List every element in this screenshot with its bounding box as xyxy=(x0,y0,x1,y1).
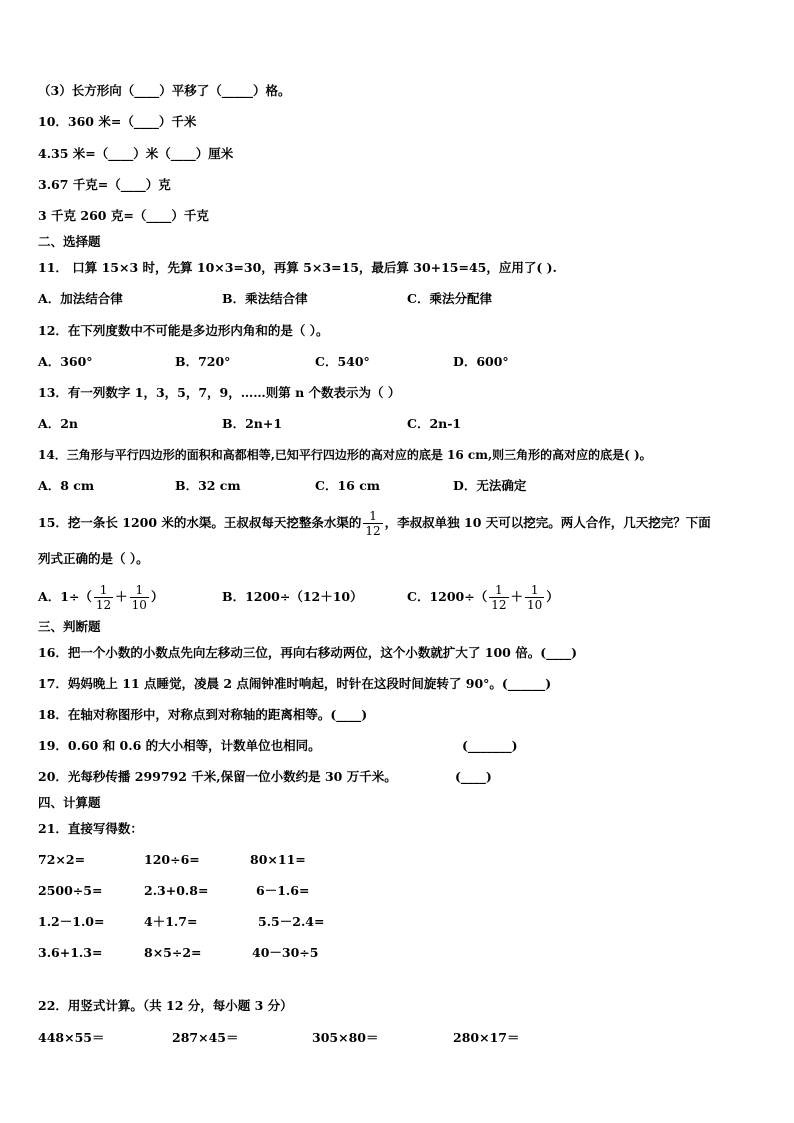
question-13-option-c: C．2n-1 xyxy=(407,416,462,431)
question-13: 13．有一列数字 1，3，5，7，9，……则第 n 个数表示为（ ） xyxy=(38,385,401,400)
calc-item: 6－1.6= xyxy=(256,883,310,898)
question-15-text-start: 15．挖一条长 1200 米的水渠。王叔叔每天挖整条水渠的 xyxy=(38,515,362,530)
calc-item: 72×2= xyxy=(38,852,86,867)
calc-item: 8×5÷2= xyxy=(144,945,202,960)
vertical-calc-item: 280×17＝ xyxy=(453,1030,520,1045)
question-15-option-b: B．1200÷（12＋10） xyxy=(222,589,363,604)
calc-item: 5.5－2.4= xyxy=(258,914,325,929)
question-11-option-c: C．乘法分配律 xyxy=(407,291,492,306)
line-shape-shift: （3）长方形向（____）平移了（_____）格。 xyxy=(38,83,291,98)
question-17: 17．妈妈晚上 11 点睡觉，凌晨 2 点闹钟准时响起，时针在这段时间旋转了 90°。(______) xyxy=(38,676,552,691)
fraction-denominator: 10 xyxy=(131,598,147,612)
option-c-prefix: C．1200÷（ xyxy=(407,589,488,604)
question-13-option-b: B．2n+1 xyxy=(222,416,283,431)
question-10: 10．360 米=（____）千米 xyxy=(38,114,197,129)
fraction-numerator: 1 xyxy=(130,583,149,598)
question-12-option-a: A．360° xyxy=(38,354,93,369)
question-20-blank: (____) xyxy=(455,769,492,784)
vertical-calc-item: 287×45＝ xyxy=(172,1030,239,1045)
question-14: 14．三角形与平行四边形的面积和高都相等,已知平行四边形的高对应的底是 16 cm,则三角形的高对应的底是( )。 xyxy=(38,448,652,462)
question-12-option-c: C．540° xyxy=(315,354,370,369)
section-calc-title: 四、计算题 xyxy=(38,795,101,810)
question-19: 19．0.60 和 0.6 的大小相等，计数单位也相同。 xyxy=(38,738,321,753)
plus-sign: ＋ xyxy=(510,589,524,604)
fraction-denominator: 12 xyxy=(491,598,507,612)
fraction-denominator: 12 xyxy=(95,598,112,612)
calc-item: 40－30÷5 xyxy=(252,945,319,960)
calc-item: 2.3+0.8= xyxy=(144,883,209,898)
question-15-text-end: ，李叔叔单独 10 天可以挖完。两人合作，几天挖完？下面 xyxy=(384,515,711,530)
question-16: 16．把一个小数的小数点先向左移动三位，再向右移动两位，这个小数就扩大了 100 倍。(____) xyxy=(38,645,578,660)
fraction-one-twelfth xyxy=(363,509,382,538)
question-19-blank: (_______) xyxy=(462,738,518,753)
question-10-part3: 3.67 千克=（____）克 xyxy=(38,177,171,192)
question-20: 20．光每秒传播 299792 千米,保留一位小数约是 30 万千米。 xyxy=(38,769,397,784)
fraction-numerator: 1 xyxy=(94,583,113,598)
question-10-part2: 4.35 米=（____）米（____）厘米 xyxy=(38,146,234,161)
question-14-option-c: C．16 cm xyxy=(315,478,381,493)
calc-item: 4＋1.7= xyxy=(144,914,198,929)
question-12-option-d: D．600° xyxy=(453,354,509,369)
calc-item: 120÷6= xyxy=(144,852,200,867)
question-18: 18．在轴对称图形中，对称点到对称轴的距离相等。(____) xyxy=(38,707,368,722)
question-15-option-a xyxy=(38,582,163,612)
question-14-option-a: A．8 cm xyxy=(38,478,95,493)
question-11: 11． 口算 15×3 时，先算 10×3=30，再算 5×3=15，最后算 30+15=45，应用了( ). xyxy=(38,260,557,275)
vertical-calc-item: 448×55＝ xyxy=(38,1030,105,1045)
plus-sign: ＋ xyxy=(115,589,128,604)
option-a-prefix: A．1÷（ xyxy=(38,589,92,604)
calc-item: 1.2－1.0= xyxy=(38,914,105,929)
fraction-numerator: 1 xyxy=(489,583,508,598)
calc-item: 80×11= xyxy=(250,852,306,867)
option-a-suffix: ） xyxy=(150,589,164,604)
fraction-denominator: 12 xyxy=(365,524,381,538)
question-21: 21．直接写得数： xyxy=(38,821,143,836)
fraction-one-twelfth xyxy=(94,583,113,612)
question-15 xyxy=(38,506,711,540)
question-10-part4: 3 千克 260 克=（____）千克 xyxy=(38,208,209,223)
option-c-suffix: ） xyxy=(546,589,559,604)
question-12-option-b: B．720° xyxy=(175,354,231,369)
vertical-calc-item: 305×80＝ xyxy=(312,1030,379,1045)
fraction-numerator: 1 xyxy=(525,583,544,598)
question-14-option-b: B．32 cm xyxy=(175,478,241,493)
question-15-line2: 列式正确的是（ ）。 xyxy=(38,551,149,566)
question-22: 22．用竖式计算。（共 12 分，每小题 3 分） xyxy=(38,998,293,1013)
question-11-option-b: B．乘法结合律 xyxy=(222,291,308,306)
calc-item: 3.6+1.3= xyxy=(38,945,103,960)
section-judge-title: 三、判断题 xyxy=(38,619,101,634)
section-choice-title: 二、选择题 xyxy=(38,234,101,249)
fraction-one-twelfth xyxy=(489,583,508,612)
fraction-one-tenth xyxy=(130,583,149,612)
question-15-option-c xyxy=(407,582,559,612)
fraction-denominator: 10 xyxy=(527,598,543,612)
fraction-one-tenth xyxy=(525,583,544,612)
question-11-option-a: A．加法结合律 xyxy=(38,291,123,306)
calc-item: 2500÷5= xyxy=(38,883,103,898)
question-13-option-a: A．2n xyxy=(38,416,78,431)
question-14-option-d: D．无法确定 xyxy=(453,478,527,493)
fraction-numerator: 1 xyxy=(363,509,382,524)
question-12: 12．在下列度数中不可能是多边形内角和的是（ ）。 xyxy=(38,323,329,338)
